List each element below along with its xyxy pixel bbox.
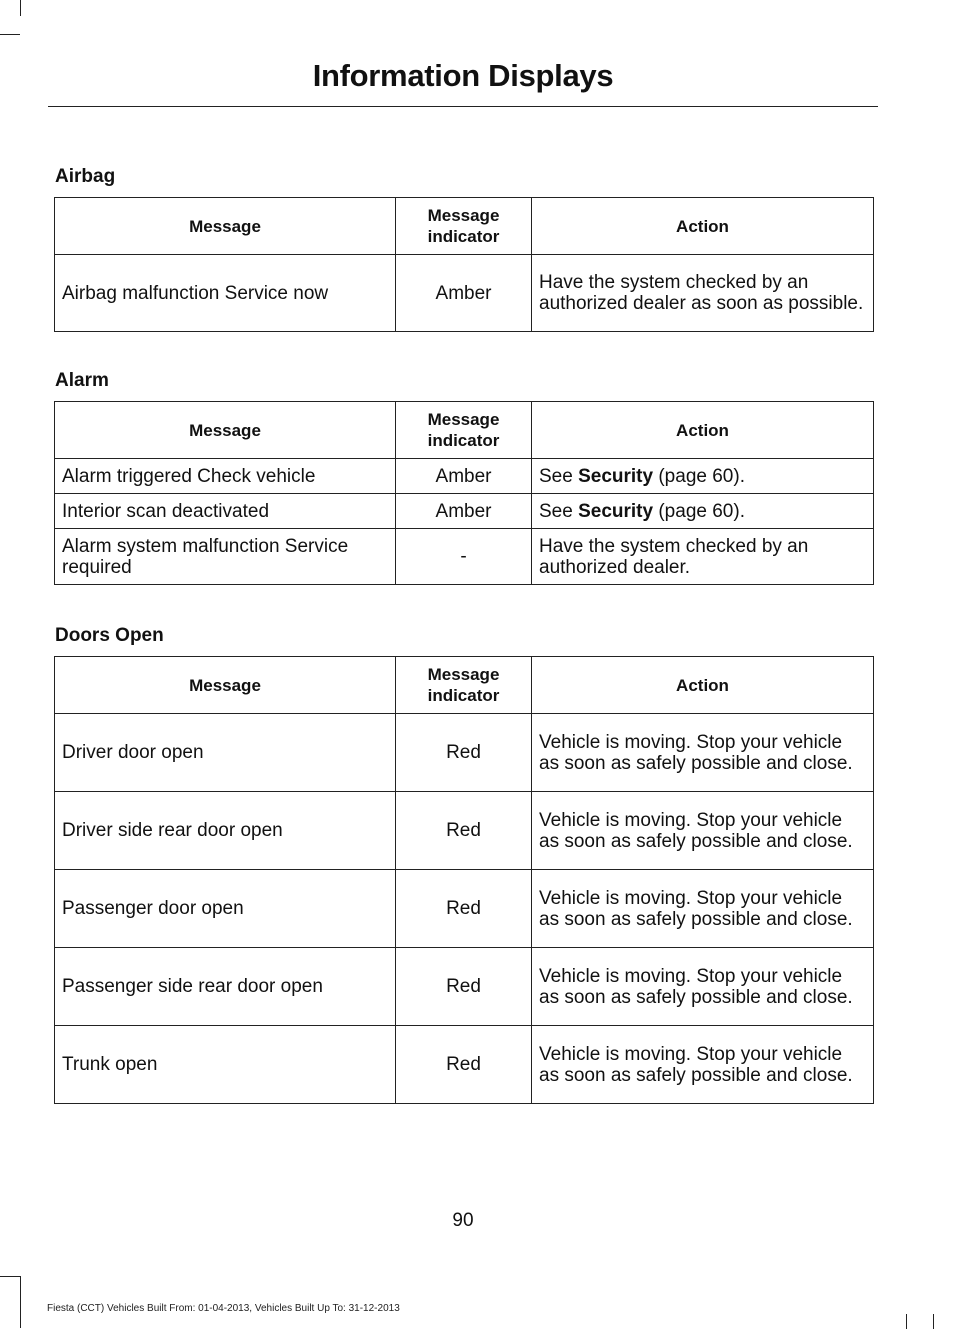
table-header-row bbox=[55, 402, 874, 459]
message-cell: Driver side rear door open bbox=[55, 792, 396, 870]
action-cell: Vehicle is moving. Stop your vehicle as soon as safely possible and close. bbox=[532, 948, 874, 1026]
table-row bbox=[55, 1026, 874, 1104]
column-header-message: Message bbox=[55, 402, 396, 459]
action-cell: Have the system checked by an authorized dealer as soon as possible. bbox=[532, 255, 874, 332]
column-header-indicator: Message indicator bbox=[396, 402, 532, 459]
column-header-action: Action bbox=[532, 402, 874, 459]
message-cell: Driver door open bbox=[55, 714, 396, 792]
section-heading-airbag: Airbag bbox=[55, 166, 116, 187]
section-heading-doors-open: Doors Open bbox=[55, 625, 164, 646]
action-cell: See Security (page 60). bbox=[532, 494, 874, 529]
crop-mark bbox=[0, 34, 20, 35]
action-cell: Have the system checked by an authorized dealer. bbox=[532, 529, 874, 585]
security-reference-link[interactable]: Security bbox=[578, 465, 654, 487]
column-header-indicator: Message indicator bbox=[396, 198, 532, 255]
indicator-cell: - bbox=[396, 529, 532, 585]
table-row bbox=[55, 459, 874, 494]
action-cell: Vehicle is moving. Stop your vehicle as soon as safely possible and close. bbox=[532, 792, 874, 870]
indicator-cell: Amber bbox=[396, 255, 532, 332]
message-cell: Alarm system malfunction Service required bbox=[55, 529, 396, 585]
message-cell: Interior scan deactivated bbox=[55, 494, 396, 529]
indicator-cell: Amber bbox=[396, 494, 532, 529]
section-heading-alarm: Alarm bbox=[55, 370, 109, 391]
column-header-message: Message bbox=[55, 657, 396, 714]
column-header-indicator: Message indicator bbox=[396, 657, 532, 714]
indicator-cell: Amber bbox=[396, 459, 532, 494]
table-row bbox=[55, 792, 874, 870]
indicator-cell: Red bbox=[396, 1026, 532, 1104]
alarm-table bbox=[54, 401, 874, 585]
table-row bbox=[55, 714, 874, 792]
message-cell: Passenger side rear door open bbox=[55, 948, 396, 1026]
column-header-action: Action bbox=[532, 198, 874, 255]
page-number: 90 bbox=[452, 1210, 474, 1231]
table-header-row bbox=[55, 657, 874, 714]
action-cell: Vehicle is moving. Stop your vehicle as soon as safely possible and close. bbox=[532, 870, 874, 948]
table-header-row bbox=[55, 198, 874, 255]
action-cell: Vehicle is moving. Stop your vehicle as soon as safely possible and close. bbox=[532, 1026, 874, 1104]
crop-mark bbox=[20, 1276, 21, 1328]
airbag-table bbox=[54, 197, 874, 332]
column-header-action: Action bbox=[532, 657, 874, 714]
indicator-cell: Red bbox=[396, 870, 532, 948]
message-cell: Passenger door open bbox=[55, 870, 396, 948]
table-row bbox=[55, 870, 874, 948]
message-cell: Trunk open bbox=[55, 1026, 396, 1104]
page-title: Information Displays bbox=[312, 58, 614, 93]
indicator-cell: Red bbox=[396, 714, 532, 792]
crop-mark bbox=[933, 1314, 934, 1329]
message-cell: Airbag malfunction Service now bbox=[55, 255, 396, 332]
crop-mark bbox=[906, 1314, 907, 1329]
table-row bbox=[55, 948, 874, 1026]
action-cell: Vehicle is moving. Stop your vehicle as soon as safely possible and close. bbox=[532, 714, 874, 792]
security-reference-link[interactable]: Security bbox=[578, 500, 654, 522]
table-row bbox=[55, 494, 874, 529]
doors-open-table bbox=[54, 656, 874, 1104]
column-header-message: Message bbox=[55, 198, 396, 255]
table-row bbox=[55, 255, 874, 332]
indicator-cell: Red bbox=[396, 792, 532, 870]
crop-mark bbox=[0, 1276, 20, 1277]
message-cell: Alarm triggered Check vehicle bbox=[55, 459, 396, 494]
crop-mark bbox=[20, 0, 21, 16]
title-divider bbox=[48, 106, 878, 107]
indicator-cell: Red bbox=[396, 948, 532, 1026]
action-cell: See Security (page 60). bbox=[532, 459, 874, 494]
footer-vehicle-info: Fiesta (CCT) Vehicles Built From: 01-04-2013, Vehicles Built Up To: 31-12-2013 bbox=[47, 1303, 400, 1314]
table-row bbox=[55, 529, 874, 585]
